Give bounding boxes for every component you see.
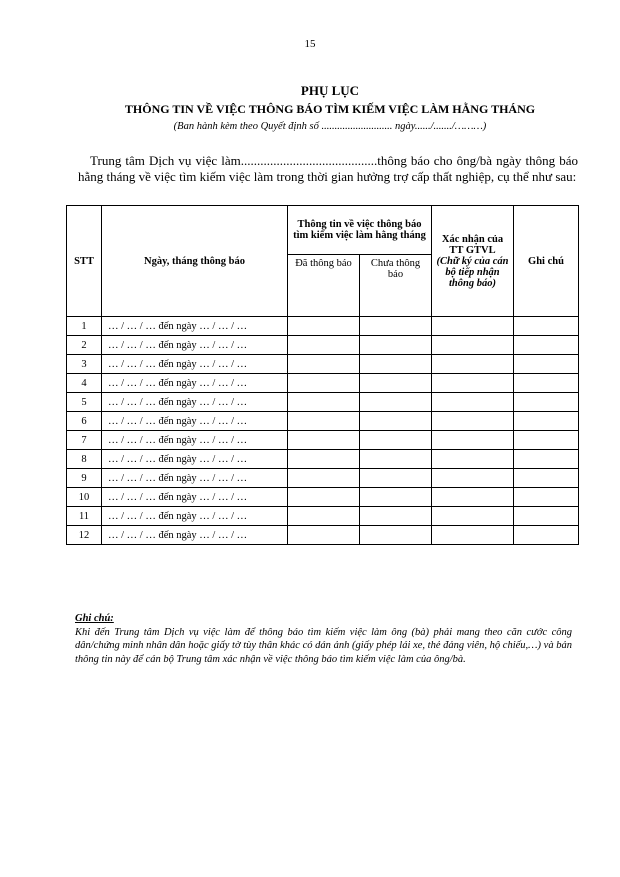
row-date-range: … / … / … đến ngày … / … / …	[102, 469, 288, 488]
table-row	[67, 450, 579, 469]
intro-paragraph: Trung tâm Dịch vụ việc làm..........................................thông báo cho ông/bà ngày thông báo hằng tháng về việc tìm kiếm việc làm trong thời gian hưởng trợ cấp thất nghiệp, cụ thể như sau:	[78, 153, 578, 184]
row-stt: 1	[67, 317, 102, 336]
row-confirmation-cell	[432, 336, 514, 355]
table-row	[67, 393, 579, 412]
row-confirmation-cell	[432, 355, 514, 374]
header-stt: STT	[67, 206, 102, 317]
appendix-title: PHỤ LỤC	[300, 83, 360, 98]
notes-text: Khi đến Trung tâm Dịch vụ việc làm để thông báo tìm kiếm việc làm ông (bà) phải mang theo căn cước công dân/chứng minh nhân dân hoặc giấy tờ tùy thân khác có dán ảnh (giấy phép lái xe, thẻ đảng viên, hộ chiếu,…) và bản thông tin này để cán bộ Trung tâm xác nhận về việc thông báo tìm kiếm việc làm của ông/bà.	[75, 626, 572, 665]
decree-reference: (Ban hành kèm theo Quyết định số ........................... ngày....../......./………)	[173, 121, 487, 132]
row-confirmation-cell	[432, 431, 514, 450]
row-date-range: … / … / … đến ngày … / … / …	[102, 336, 288, 355]
notes-label: Ghi chú:	[75, 613, 114, 624]
table-row	[67, 336, 579, 355]
row-date-range: … / … / … đến ngày … / … / …	[102, 507, 288, 526]
row-confirmation-cell	[432, 450, 514, 469]
row-not-reported-cell	[360, 450, 432, 469]
table-row	[67, 412, 579, 431]
row-date-range: … / … / … đến ngày … / … / …	[102, 450, 288, 469]
row-reported-cell	[288, 507, 360, 526]
row-confirmation-cell	[432, 412, 514, 431]
row-note-cell	[514, 431, 579, 450]
row-stt: 11	[67, 507, 102, 526]
row-confirmation-cell	[432, 488, 514, 507]
row-reported-cell	[288, 450, 360, 469]
row-stt: 2	[67, 336, 102, 355]
row-stt: 9	[67, 469, 102, 488]
row-stt: 6	[67, 412, 102, 431]
row-date-range: … / … / … đến ngày … / … / …	[102, 393, 288, 412]
confirmation-label: Xác nhận của TT GTVL	[441, 233, 504, 256]
row-confirmation-cell	[432, 469, 514, 488]
row-date-range: … / … / … đến ngày … / … / …	[102, 355, 288, 374]
header-reported: Đã thông báo	[288, 255, 360, 317]
row-confirmation-cell	[432, 393, 514, 412]
row-note-cell	[514, 469, 579, 488]
row-reported-cell	[288, 488, 360, 507]
row-not-reported-cell	[360, 355, 432, 374]
header-info-group: Thông tin về việc thông báo tìm kiếm việc làm hằng tháng	[288, 206, 432, 255]
row-confirmation-cell	[432, 507, 514, 526]
row-reported-cell	[288, 393, 360, 412]
row-note-cell	[514, 355, 579, 374]
row-note-cell	[514, 488, 579, 507]
row-note-cell	[514, 374, 579, 393]
table-row	[67, 507, 579, 526]
header-confirmation	[432, 206, 514, 317]
header-note: Ghi chú	[514, 206, 579, 317]
notification-table	[66, 205, 579, 545]
row-date-range: … / … / … đến ngày … / … / …	[102, 374, 288, 393]
row-date-range: … / … / … đến ngày … / … / …	[102, 526, 288, 545]
table-row	[67, 374, 579, 393]
row-not-reported-cell	[360, 317, 432, 336]
header-date: Ngày, tháng thông báo	[102, 206, 288, 317]
row-reported-cell	[288, 526, 360, 545]
row-not-reported-cell	[360, 412, 432, 431]
row-not-reported-cell	[360, 507, 432, 526]
row-note-cell	[514, 336, 579, 355]
row-date-range: … / … / … đến ngày … / … / …	[102, 431, 288, 450]
row-not-reported-cell	[360, 469, 432, 488]
table-row	[67, 469, 579, 488]
row-not-reported-cell	[360, 526, 432, 545]
header-not-reported: Chưa thông báo	[360, 255, 432, 317]
table-row	[67, 431, 579, 450]
row-note-cell	[514, 393, 579, 412]
row-note-cell	[514, 526, 579, 545]
row-date-range: … / … / … đến ngày … / … / …	[102, 488, 288, 507]
row-reported-cell	[288, 469, 360, 488]
row-not-reported-cell	[360, 488, 432, 507]
row-stt: 3	[67, 355, 102, 374]
row-not-reported-cell	[360, 431, 432, 450]
row-confirmation-cell	[432, 317, 514, 336]
row-confirmation-cell	[432, 526, 514, 545]
page-number: 15	[304, 38, 316, 50]
row-date-range: … / … / … đến ngày … / … / …	[102, 412, 288, 431]
row-reported-cell	[288, 412, 360, 431]
row-stt: 10	[67, 488, 102, 507]
row-reported-cell	[288, 317, 360, 336]
row-stt: 8	[67, 450, 102, 469]
row-reported-cell	[288, 336, 360, 355]
row-reported-cell	[288, 431, 360, 450]
table-row	[67, 526, 579, 545]
row-stt: 5	[67, 393, 102, 412]
table-row	[67, 488, 579, 507]
row-not-reported-cell	[360, 374, 432, 393]
row-stt: 7	[67, 431, 102, 450]
row-not-reported-cell	[360, 336, 432, 355]
row-confirmation-cell	[432, 374, 514, 393]
document-title: THÔNG TIN VỀ VIỆC THÔNG BÁO TÌM KIẾM VIỆC LÀM HẰNG THÁNG	[124, 102, 536, 116]
table-row	[67, 355, 579, 374]
row-note-cell	[514, 317, 579, 336]
row-not-reported-cell	[360, 393, 432, 412]
confirmation-signature-note: (Chữ ký của cán bộ tiếp nhận thông báo)	[436, 255, 509, 289]
notes-section	[75, 612, 572, 666]
row-reported-cell	[288, 374, 360, 393]
row-note-cell	[514, 412, 579, 431]
row-stt: 4	[67, 374, 102, 393]
row-reported-cell	[288, 355, 360, 374]
table-body	[67, 317, 579, 545]
row-note-cell	[514, 450, 579, 469]
table-row	[67, 317, 579, 336]
row-stt: 12	[67, 526, 102, 545]
row-note-cell	[514, 507, 579, 526]
row-date-range: … / … / … đến ngày … / … / …	[102, 317, 288, 336]
